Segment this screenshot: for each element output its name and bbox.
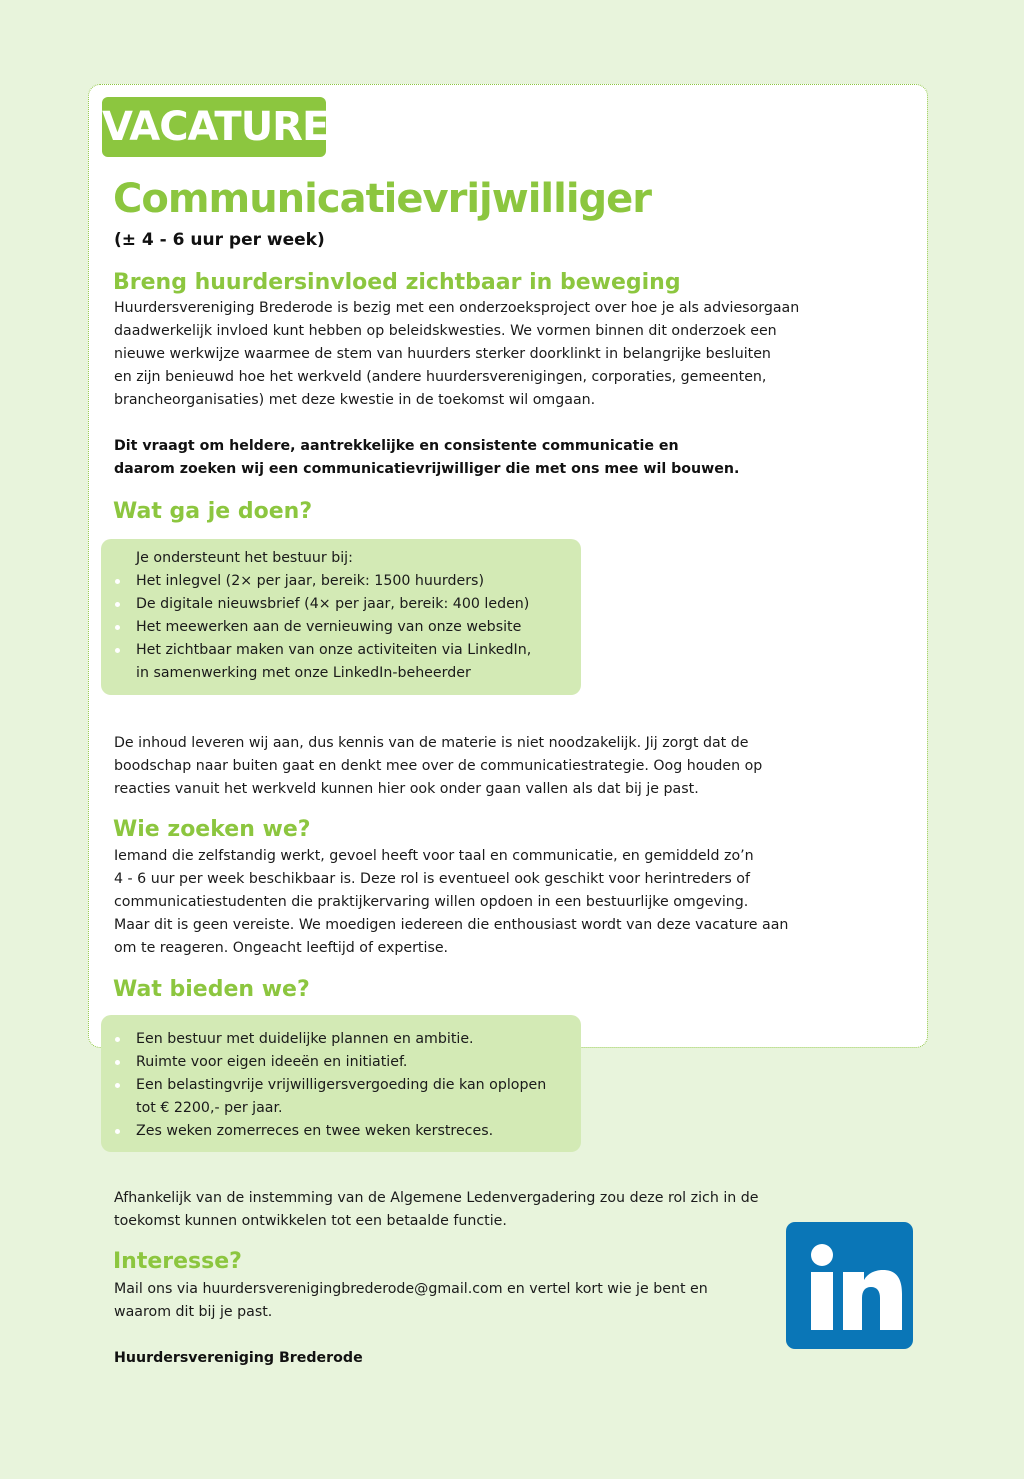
contact-paragraph (114, 1278, 708, 1324)
list-item (114, 593, 531, 616)
vacancy-badge: VACATURE (102, 97, 326, 157)
section-heading-offer: Wat bieden we? (113, 977, 310, 1002)
list-item-text: De digitale nieuwsbrief (4× per jaar, bereik: 400 leden) (136, 596, 530, 612)
tasks-list (114, 570, 531, 685)
list-item-text: Het zichtbaar maken van onze activiteiten via LinkedIn, (136, 642, 532, 658)
bullet-icon (115, 602, 120, 607)
list-item (114, 639, 531, 685)
bullet-icon (115, 1060, 120, 1065)
text-line: Maar dit is geen vereiste. We moedigen iedereen die enthousiast wordt van deze vacature aan (114, 917, 789, 933)
text-line: reacties vanuit het werkveld kunnen hier ook onder gaan vallen als dat bij je past. (114, 781, 699, 797)
offer-list (114, 1028, 546, 1143)
text-line: waarom dit bij je past. (114, 1304, 273, 1320)
linkedin-icon[interactable] (786, 1222, 913, 1349)
list-item-text: Zes weken zomerreces en twee weken kerstreces. (136, 1123, 494, 1139)
organization-signature: Huurdersvereniging Brederode (114, 1350, 363, 1366)
offer-followup-paragraph (114, 1187, 759, 1233)
text-line: daarom zoeken wij een communicatievrijwilliger die met ons mee wil bouwen. (114, 461, 740, 477)
contact-line[interactable]: Mail ons via huurdersverenigingbrederode@gmail.com en vertel kort wie je bent en (114, 1281, 708, 1297)
text-line: nieuwe werkwijze waarmee de stem van huurders sterker doorklinkt in belangrijke besluiten (114, 346, 771, 362)
section-heading-tasks: Wat ga je doen? (113, 499, 313, 524)
intro-paragraph (114, 297, 799, 412)
emphasis-paragraph (114, 435, 739, 481)
linkedin-logo-graphic (786, 1222, 913, 1349)
text-line: communicatiestudenten die praktijkervaring willen opdoen in een bestuurlijke omgeving. (114, 894, 749, 910)
text-line: 4 - 6 uur per week beschikbaar is. Deze rol is eventueel ook geschikt voor herintreders of (114, 871, 750, 887)
text-line: om te reageren. Ongeacht leeftijd of expertise. (114, 940, 449, 956)
list-item-text: Ruimte voor eigen ideeën en initiatief. (136, 1054, 408, 1070)
list-item-text: in samenwerking met onze LinkedIn-beheerder (136, 665, 471, 681)
tasks-followup-paragraph (114, 732, 762, 801)
text-line: Afhankelijk van de instemming van de Algemene Ledenvergadering zou deze rol zich in de (114, 1190, 759, 1206)
list-item (114, 1074, 546, 1120)
list-item (114, 1051, 546, 1074)
text-line: brancheorganisaties) met deze kwestie in de toekomst wil omgaan. (114, 392, 596, 408)
who-paragraph (114, 845, 788, 960)
list-item (114, 1120, 546, 1143)
bullet-icon (115, 1083, 120, 1088)
bullet-icon (115, 648, 120, 653)
section-heading-influence: Breng huurdersinvloed zichtbaar in beweging (113, 270, 681, 295)
list-item (114, 616, 531, 639)
list-item-text: Het inlegvel (2× per jaar, bereik: 1500 huurders) (136, 573, 484, 589)
text-line: boodschap naar buiten gaat en denkt mee over de communicatiestrategie. Oog houden op (114, 758, 763, 774)
text-line: Huurdersvereniging Brederode is bezig met een onderzoeksproject over hoe je als adviesorgaan (114, 300, 800, 316)
list-item-text: tot € 2200,- per jaar. (136, 1100, 283, 1116)
text-line: De inhoud leveren wij aan, dus kennis van de materie is niet noodzakelijk. Jij zorgt dat de (114, 735, 749, 751)
text-line: toekomst kunnen ontwikkelen tot een betaalde functie. (114, 1213, 507, 1229)
list-item-text: Een bestuur met duidelijke plannen en ambitie. (136, 1031, 474, 1047)
bullet-icon (115, 625, 120, 630)
bullet-icon (115, 579, 120, 584)
tasks-intro: Je ondersteunt het bestuur bij: (136, 550, 353, 566)
text-line: en zijn benieuwd hoe het werkveld (andere huurdersverenigingen, corporaties, gemeenten, (114, 369, 767, 385)
text-line: Iemand die zelfstandig werkt, gevoel heeft voor taal en communicatie, en gemiddeld zo’n (114, 848, 754, 864)
text-line: daadwerkelijk invloed kunt hebben op beleidskwesties. We vormen binnen dit onderzoek een (114, 323, 777, 339)
page-title: Communicatievrijwilliger (113, 176, 652, 222)
section-heading-who: Wie zoeken we? (113, 817, 311, 842)
list-item (114, 1028, 546, 1051)
list-item-text: Een belastingvrije vrijwilligersvergoeding die kan oplopen (136, 1077, 547, 1093)
list-item-text: Het meewerken aan de vernieuwing van onze website (136, 619, 522, 635)
hours-subtitle: (± 4 - 6 uur per week) (114, 230, 325, 250)
bullet-icon (115, 1037, 120, 1042)
text-line: Dit vraagt om heldere, aantrekkelijke en consistente communicatie en (114, 438, 679, 454)
section-heading-interest: Interesse? (113, 1249, 242, 1274)
bullet-icon (115, 1129, 120, 1134)
list-item (114, 570, 531, 593)
